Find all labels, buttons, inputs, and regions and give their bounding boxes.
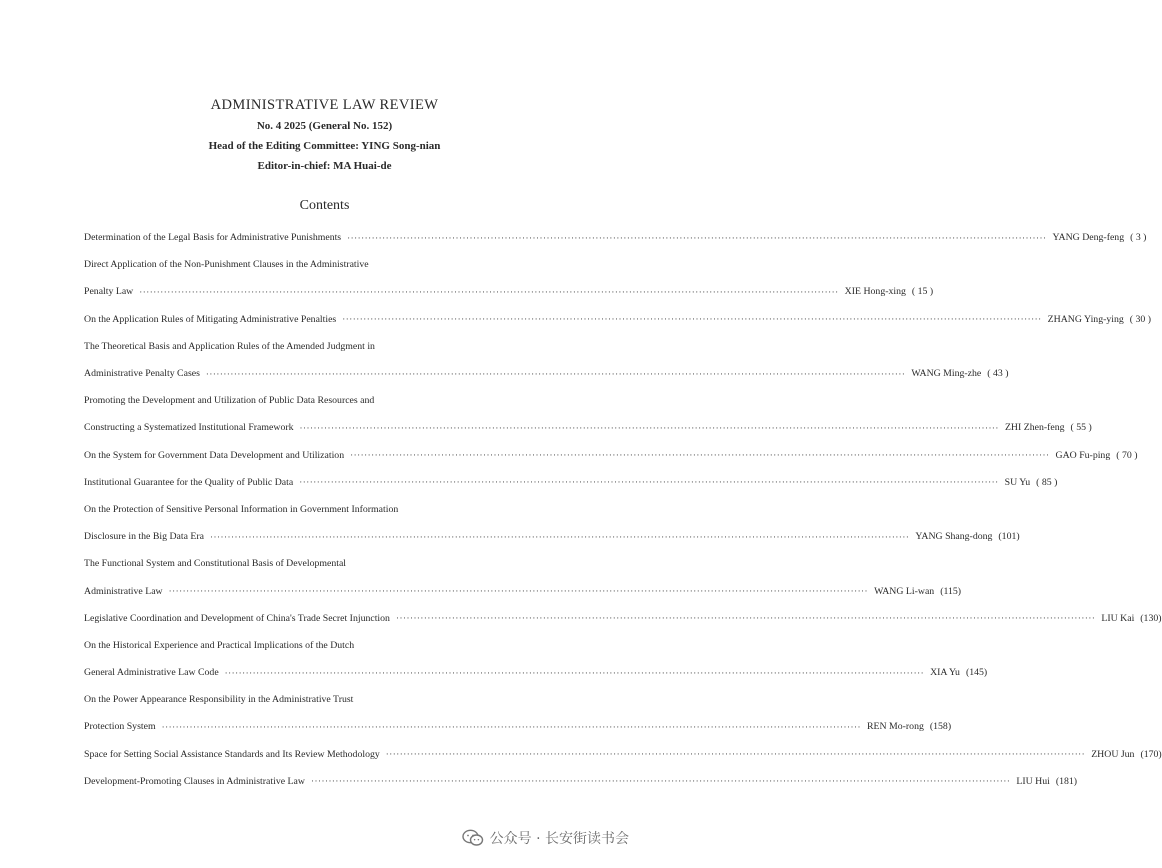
dot-leader: ········································································································································································································ <box>299 477 999 488</box>
toc-line <box>84 333 578 360</box>
watermark <box>462 828 629 848</box>
toc-entry-page: (115) <box>940 585 962 597</box>
toc-entry-page: (170) <box>1140 748 1162 760</box>
toc-entry-author: XIE Hong-xing <box>844 286 906 298</box>
toc-entry-title: Direct Application of the Non-Punishment Clauses in the Administrative <box>84 259 369 271</box>
toc-entry-title: Promoting the Development and Utilization of Public Data Resources and <box>84 395 375 407</box>
toc-entry-page: ( 30 ) <box>1129 313 1152 325</box>
toc-entry-author: YANG Deng-feng <box>1052 232 1125 244</box>
toc-entry-title: On the Application Rules of Mitigating Administrative Penalties <box>84 313 337 325</box>
dot-leader: ········································································································································································································ <box>205 368 906 379</box>
dot-leader: ········································································································································································································ <box>168 586 869 597</box>
toc-entry-page: ( 85 ) <box>1036 476 1058 488</box>
toc-entry-title: Protection System <box>84 721 156 733</box>
toc-line <box>84 251 578 278</box>
dot-leader: ········································································································································································································ <box>347 232 1047 243</box>
wechat-icon <box>462 829 484 847</box>
toc-line <box>84 278 934 305</box>
toc-entry-title: Determination of the Legal Basis for Administrative Punishments <box>84 232 342 244</box>
toc-line <box>84 360 1009 387</box>
toc-entry-author: LIU Hui <box>1016 775 1050 787</box>
toc-entry-title: General Administrative Law Code <box>84 667 219 679</box>
editor-in-chief: Editor-in-chief: MA Huai-de <box>257 160 392 172</box>
toc-entry-author: LIU Kai <box>1101 612 1135 624</box>
toc-entry-title: Development-Promoting Clauses in Administrative Law <box>84 775 305 787</box>
toc-entry-author: GAO Fu-ping <box>1055 449 1111 461</box>
toc-line <box>84 224 1147 251</box>
toc-line <box>84 659 988 686</box>
toc-line <box>84 550 578 577</box>
toc-entry-title: Legislative Coordination and Development of China's Trade Secret Injunction <box>84 612 390 624</box>
contents-heading: Contents <box>299 198 350 213</box>
toc-entry-author: SU Yu <box>1004 476 1031 488</box>
toc-entry-author: ZHI Zhen-feng <box>1004 422 1065 434</box>
toc-entry-title: Administrative Penalty Cases <box>84 368 200 380</box>
dot-leader: ········································································································································································································ <box>395 613 1096 624</box>
dot-leader: ········································································································································································································ <box>224 667 925 678</box>
toc-entry-author: XIA Yu <box>930 667 960 679</box>
toc-entry-page: ( 55 ) <box>1070 422 1092 434</box>
toc-entry-page: ( 43 ) <box>987 368 1009 380</box>
toc-line <box>84 713 952 740</box>
dot-leader: ········································································································································································································ <box>299 422 999 433</box>
toc-line <box>84 741 1162 768</box>
toc-line <box>84 768 1078 795</box>
dot-leader: ········································································································································································································ <box>342 314 1042 325</box>
toc-entry-page: ( 3 ) <box>1130 232 1147 244</box>
dot-leader: ········································································································································································································ <box>209 531 910 542</box>
toc-entry-title: Space for Setting Social Assistance Standards and Its Review Methodology <box>84 748 380 760</box>
head-of-editing-committee: Head of the Editing Committee: YING Song-nian <box>208 140 441 152</box>
toc-entry-title: On the Power Appearance Responsibility in the Administrative Trust <box>84 694 354 706</box>
toc-line <box>84 442 1138 469</box>
toc-entry-title: On the Protection of Sensitive Personal Information in Government Information <box>84 503 399 515</box>
toc-line <box>84 496 578 523</box>
toc-entry-author: YANG Shang-dong <box>915 531 993 543</box>
toc-line <box>84 387 578 414</box>
toc-entry-page: (145) <box>965 667 988 679</box>
dot-leader: ········································································································································································································ <box>385 749 1086 760</box>
watermark-text: 公众号 · 长安街读书会 <box>489 831 629 847</box>
toc-entry-title: The Functional System and Constitutional Basis of Developmental <box>84 558 347 570</box>
toc-line <box>84 469 1058 496</box>
toc-entry-author: REN Mo-rong <box>867 721 924 733</box>
toc-entry-title: On the System for Government Data Development and Utilization <box>84 449 345 461</box>
toc-line <box>84 414 1092 441</box>
dot-leader: ········································································································································································································ <box>350 450 1050 461</box>
toc-entry-title: On the Historical Experience and Practical Implications of the Dutch <box>84 639 355 651</box>
toc-entry-title: Administrative Law <box>84 585 163 597</box>
toc-entry-title: Disclosure in the Big Data Era <box>84 531 204 543</box>
toc-line <box>84 577 962 604</box>
dot-leader: ········································································································································································································ <box>139 286 839 297</box>
toc-entry-title: Constructing a Systematized Institutional Framework <box>84 422 294 434</box>
dot-leader: ········································································································································································································ <box>310 776 1011 787</box>
toc-entry-page: (158) <box>929 721 952 733</box>
toc-line <box>84 605 1162 632</box>
toc-entry-author: ZHANG Ying-ying <box>1047 313 1124 325</box>
dot-leader: ········································································································································································································ <box>161 721 861 732</box>
toc-line <box>84 686 578 713</box>
toc-entry-page: (130) <box>1140 612 1162 624</box>
toc-entry-author: ZHOU Jun <box>1091 748 1135 760</box>
toc-line <box>84 306 1152 333</box>
toc-entry-page: (181) <box>1055 775 1078 787</box>
toc-entry-page: (101) <box>998 531 1020 543</box>
table-of-contents <box>84 224 1162 795</box>
toc-entry-author: WANG Ming-zhe <box>911 368 982 380</box>
toc-line <box>84 632 578 659</box>
toc-entry-page: ( 70 ) <box>1116 449 1138 461</box>
toc-entry-page: ( 15 ) <box>911 286 934 298</box>
issue-number: No. 4 2025 (General No. 152) <box>256 120 393 132</box>
toc-entry-author: WANG Li-wan <box>874 585 935 597</box>
journal-title: ADMINISTRATIVE LAW REVIEW <box>210 97 439 113</box>
toc-entry-title: Penalty Law <box>84 286 134 298</box>
toc-line <box>84 523 1020 550</box>
toc-entry-title: Institutional Guarantee for the Quality of Public Data <box>84 476 294 488</box>
toc-entry-title: The Theoretical Basis and Application Rules of the Amended Judgment in <box>84 340 375 352</box>
